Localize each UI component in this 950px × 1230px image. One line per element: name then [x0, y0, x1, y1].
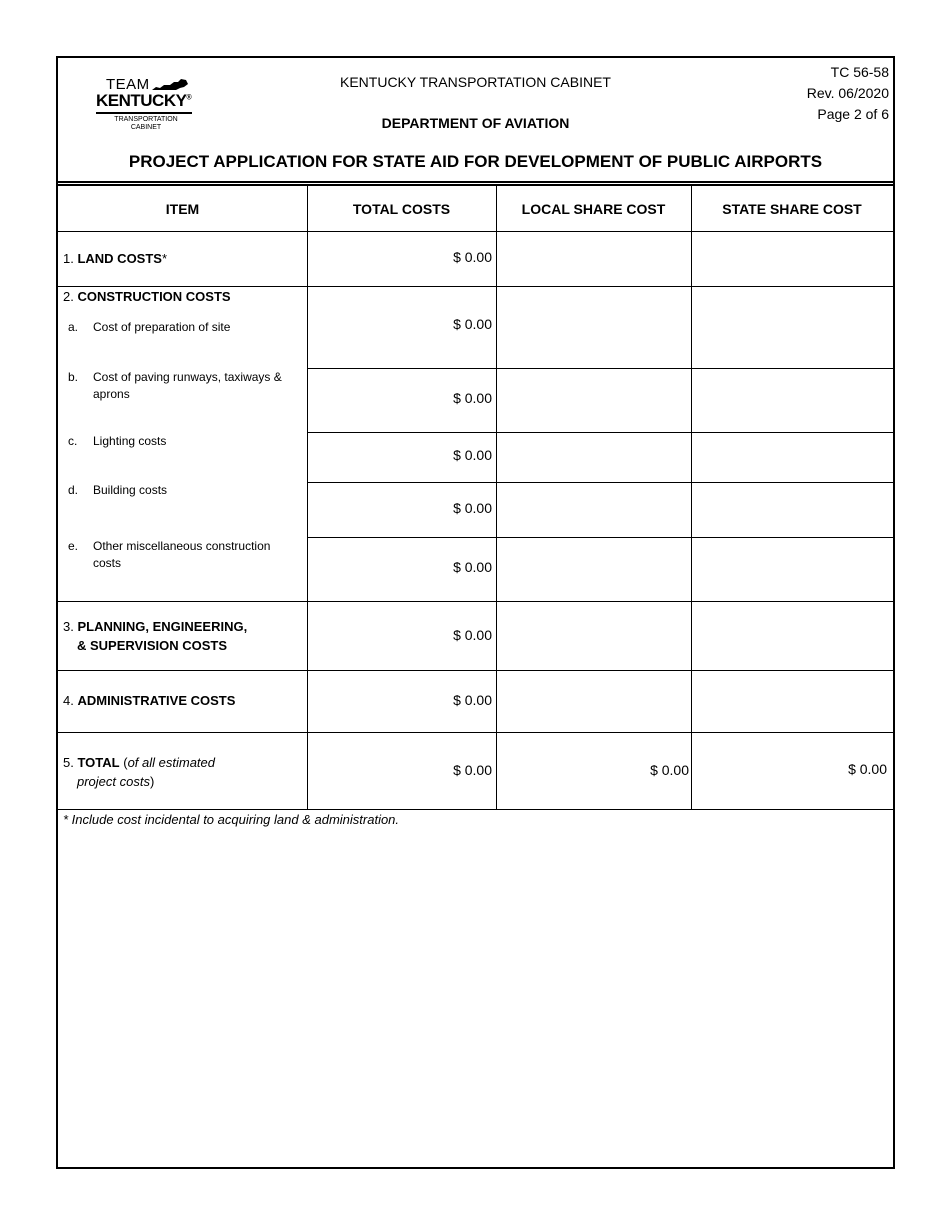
land-state-field[interactable]	[691, 249, 889, 269]
logo-rule	[96, 112, 192, 114]
footnote: * Include cost incidental to acquiring land & administration.	[63, 812, 400, 827]
subitem-site-preparation: a. Cost of preparation of site	[68, 320, 231, 334]
form-frame	[56, 56, 895, 1169]
item-administrative-costs: 4. ADMINISTRATIVE COSTS	[63, 693, 236, 708]
row-line-c	[307, 482, 893, 483]
lighting-total-field[interactable]: $ 0.00	[453, 447, 492, 463]
form-revision: Rev. 06/2020	[806, 85, 889, 101]
column-header-local-share: LOCAL SHARE COST	[521, 201, 666, 217]
item-land-costs: 1. LAND COSTS*	[63, 251, 168, 266]
item-planning-costs: 3. PLANNING, ENGINEERING, & SUPERVISION COSTS	[63, 619, 248, 653]
column-header-total-costs: TOTAL COSTS	[352, 201, 451, 217]
form-number: TC 56-58	[830, 64, 889, 80]
row-line-a	[307, 368, 893, 369]
building-total-field[interactable]: $ 0.00	[453, 500, 492, 516]
form-header	[58, 58, 893, 183]
subitem-lighting: c. Lighting costs	[68, 434, 167, 448]
row-line-header	[58, 231, 893, 232]
land-local-field[interactable]	[496, 249, 687, 269]
subitem-building: d. Building costs	[68, 483, 168, 497]
item-construction-costs: 2. CONSTRUCTION COSTS	[63, 289, 231, 304]
logo-kentucky-text: KENTUCKY®	[96, 91, 192, 110]
column-header-state-share: STATE SHARE COST	[722, 201, 862, 217]
logo-subtitle-line1: TRANSPORTATION	[114, 116, 178, 123]
col-divider-1	[307, 186, 308, 810]
row-line-d	[307, 537, 893, 538]
row-line-b	[307, 432, 893, 433]
item-total-costs: 5. TOTAL (of all estimated project costs)	[63, 755, 215, 789]
form-title: PROJECT APPLICATION FOR STATE AID FOR DEVELOPMENT OF PUBLIC AIRPORTS	[128, 152, 823, 171]
logo-team-text: TEAM	[106, 76, 150, 93]
grand-total-state-field[interactable]: $ 0.00	[848, 761, 887, 777]
subitem-misc-construction: e. Other miscellaneous construction costs	[68, 539, 271, 570]
col-divider-2	[496, 186, 497, 810]
row-line-admin	[58, 732, 893, 733]
grand-total-local-field[interactable]: $ 0.00	[650, 762, 689, 778]
page-indicator: Page 2 of 6	[817, 106, 889, 122]
subitem-paving: b. Cost of paving runways, taxiways & aprons	[68, 370, 282, 401]
logo-subtitle-line2: CABINET	[130, 124, 162, 131]
planning-total-field[interactable]: $ 0.00	[453, 627, 492, 643]
row-line-total	[58, 809, 893, 810]
site-preparation-total-field[interactable]: $ 0.00	[453, 316, 492, 332]
misc-construction-total-field[interactable]: $ 0.00	[453, 559, 492, 575]
col-divider-3	[691, 186, 692, 810]
land-total-field[interactable]: $ 0.00	[453, 249, 492, 265]
column-header-item: ITEM	[165, 201, 200, 217]
row-line-planning	[58, 670, 893, 671]
form-identifier	[807, 62, 889, 125]
paving-total-field[interactable]: $ 0.00	[453, 390, 492, 406]
agency-name: KENTUCKY TRANSPORTATION CABINET	[340, 74, 611, 90]
row-line-construction	[58, 601, 893, 602]
row-line-land	[58, 286, 893, 287]
administrative-total-field[interactable]: $ 0.00	[453, 692, 492, 708]
department-name: DEPARTMENT OF AVIATION	[381, 115, 570, 131]
header-divider	[58, 184, 893, 186]
grand-total-field[interactable]: $ 0.00	[453, 762, 492, 778]
